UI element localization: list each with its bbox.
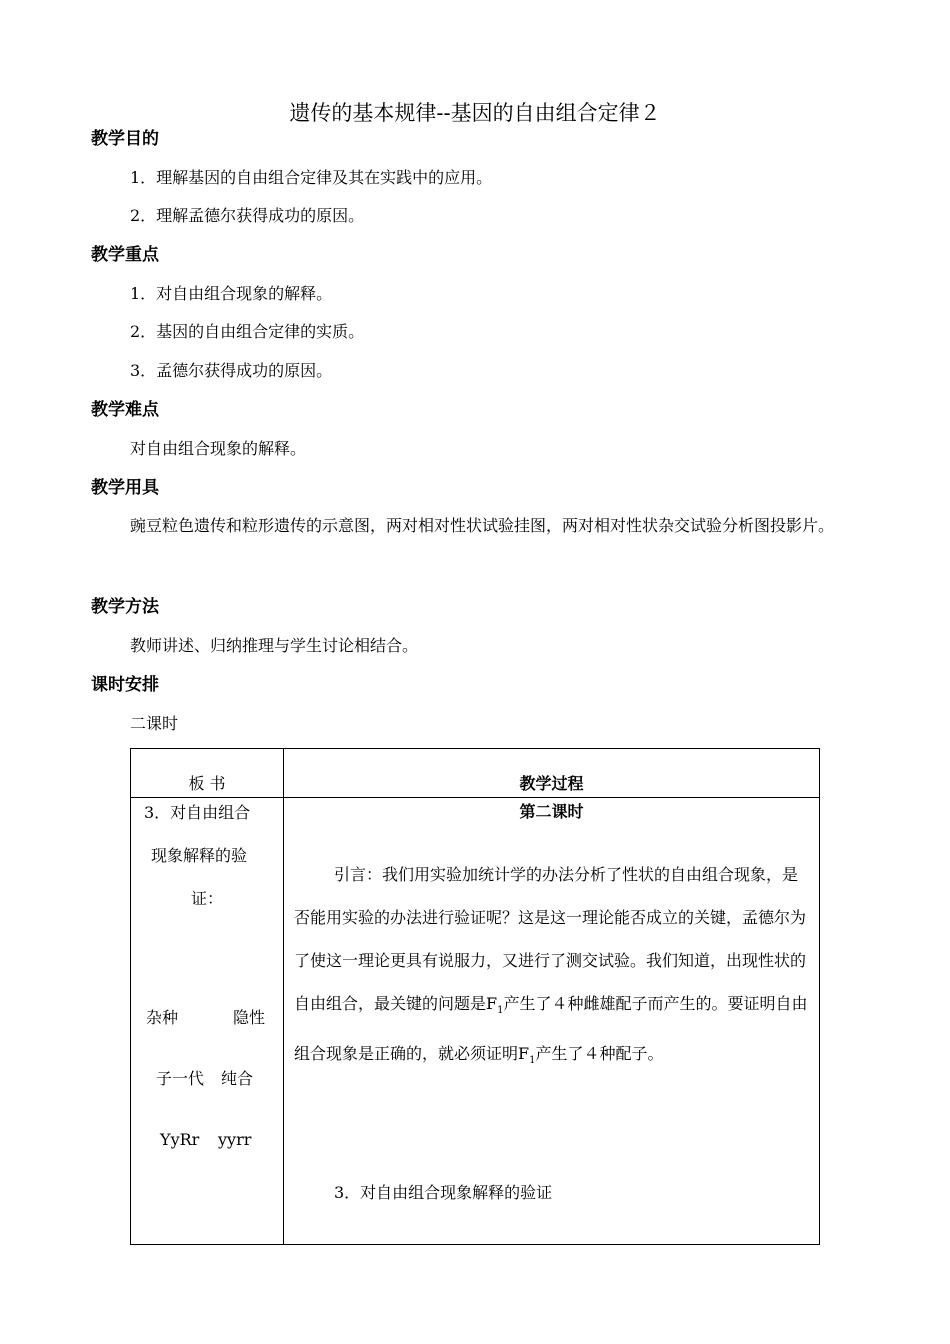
process-header: 教学过程 — [519, 774, 584, 793]
tools-text: 豌豆粒色遗传和粒形遗传的示意图，两对相对性状试验挂图，两对相对性状杂交试验分析图投影片。 — [130, 516, 835, 535]
subscript: 1 — [529, 1055, 536, 1067]
methods-text: 教师讲述、归纳推理与学生讨论相结合。 — [130, 636, 419, 655]
process-header-cell — [284, 749, 820, 798]
board-line: 现象解释的验 — [151, 846, 248, 865]
board-header-cell — [131, 749, 284, 798]
goal-item: 2．理解孟德尔获得成功的原因。 — [130, 206, 365, 225]
difficulties-text: 对自由组合现象的解释。 — [130, 439, 307, 458]
schedule-text: 二课时 — [130, 714, 179, 733]
heading-difficulties: 教学难点 — [91, 400, 159, 420]
heading-tools: 教学用具 — [91, 478, 159, 498]
board-line: 子一代 — [156, 1069, 205, 1088]
genotype-recessive: yyrr — [218, 1130, 252, 1149]
goal-item: 1．理解基因的自由组合定律及其在实践中的应用。 — [130, 168, 493, 187]
process-subheading: 第二课时 — [519, 802, 584, 821]
genotype-hybrid: YyRr — [160, 1130, 200, 1149]
board-recessive: 隐性 — [233, 1008, 266, 1027]
board-line: 3．对自由组合 — [144, 803, 251, 822]
document-title: 遗传的基本规律--基因的自由组合定律２ — [289, 101, 661, 125]
board-header: 板 书 — [188, 774, 226, 793]
key-point-item: 2．基因的自由组合定律的实质。 — [130, 322, 365, 341]
subscript: 1 — [497, 1005, 504, 1017]
process-cell — [284, 798, 820, 1245]
intro-text: 产生了４种配子。 — [535, 1044, 664, 1064]
key-point-item: 3．孟德尔获得成功的原因。 — [130, 361, 333, 380]
board-cell — [131, 798, 284, 1245]
intro-text: 产生了４种雌雄配子而产生的。要证明自由组合现象是正确的，就必须证明F — [294, 994, 808, 1064]
lesson-table — [130, 748, 820, 1245]
heading-schedule: 课时安排 — [91, 675, 159, 695]
board-line: 证： — [191, 889, 224, 908]
process-section-line: 3．对自由组合现象解释的验证 — [334, 1183, 553, 1202]
board-line: 纯合 — [221, 1069, 254, 1088]
heading-methods: 教学方法 — [91, 597, 159, 617]
heading-key-points: 教学重点 — [91, 245, 159, 265]
board-hybrid: 杂种 — [146, 1008, 179, 1027]
key-point-item: 1．对自由组合现象的解释。 — [130, 284, 333, 303]
heading-goals: 教学目的 — [91, 129, 159, 149]
intro-text: 引言：我们用实验加统计学的办法分析了性状的自由组合现象，是否能用实验的办法进行验证呢？这是这一理论能否成立的关键，孟德尔为了使这一理论更具有说服力，又进行了测交试验。我们知道，出现性状的自由组合，最关键的问题是F — [294, 865, 807, 1013]
process-intro — [294, 853, 809, 1082]
